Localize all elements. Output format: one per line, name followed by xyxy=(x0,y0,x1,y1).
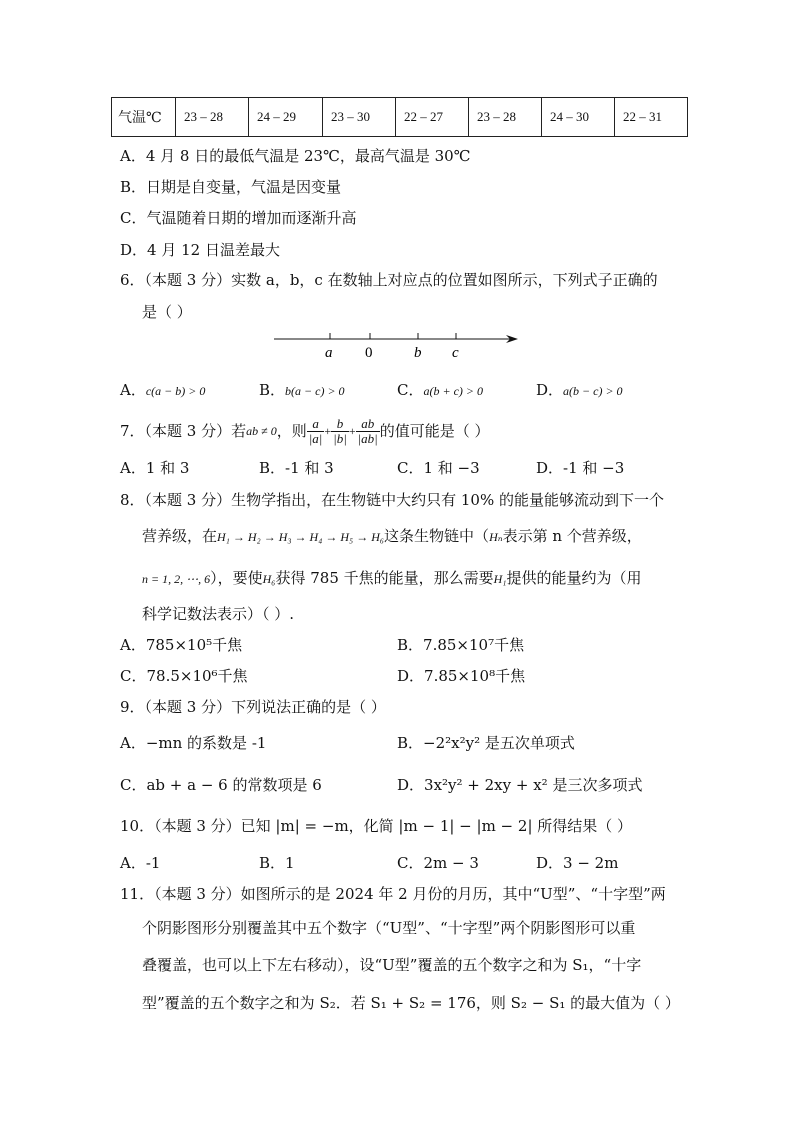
q11-stem-line1: 11．（本题 3 分）如图所示的是 2024 年 2 月份的月历，其中“U型”、“十字型”两 xyxy=(120,885,666,903)
q7-option-b: B．-1 和 3 xyxy=(259,459,334,477)
q8-stem-line3: n = 1, 2, ⋯, 6），要使H₆获得 785 千焦的能量，那么需要H₁提供的能量约为（用 xyxy=(142,569,642,587)
q7-stem: 7．（本题 3 分）若 ab ≠ 0 ，则 $\frac{a}{|a|}$ + $\frac{b}{|b|}$ + $\frac{ab}{|ab|}$ 的值可能是（ ） xyxy=(120,415,490,446)
label-b: b xyxy=(414,345,422,361)
q5-option-c: C．气温随着日期的增加而逐渐升高 xyxy=(120,209,357,227)
q10-option-d: D．3 − 2m xyxy=(536,854,619,872)
q10-option-a: A．-1 xyxy=(120,854,161,872)
q8-option-c: C．78.5×10⁶千焦 xyxy=(120,667,248,685)
table-header-cell: 气温℃ xyxy=(112,98,176,137)
q8-stem-line1: 8．（本题 3 分）生物学指出，在生物链中大约只有 10% 的能量能够流动到下一个 xyxy=(120,491,665,509)
fraction-b: $\frac{b}{|b|}$ xyxy=(333,415,347,446)
q7-option-c: C．1 和 −3 xyxy=(397,459,480,477)
q6-option-d: D．a(b − c) > 0 xyxy=(536,381,623,399)
label-c: c xyxy=(452,345,459,361)
q9-option-a: A．−mn 的系数是 -1 xyxy=(120,734,267,752)
fraction-a: $\frac{a}{|a|}$ xyxy=(308,415,323,446)
q8-stem-line4: 科学记数法表示）（ ）. xyxy=(142,605,295,623)
q5-option-d: D．4 月 12 日温差最大 xyxy=(120,241,280,259)
q8-stem-line2: 营养级，在H₁ → H₂ → H₃ → H₄ → H₅ → H₆这条生物链中（Hₙ表示第 n 个营养级， xyxy=(142,527,642,545)
q6-option-b: B．b(a − c) > 0 xyxy=(259,381,345,399)
q10-option-c: C．2m − 3 xyxy=(397,854,479,872)
q10-stem: 10．（本题 3 分）已知 |m| = −m，化简 |m − 1| − |m − 2| 所得结果（ ） xyxy=(120,817,633,835)
q5-option-a: A．4 月 8 日的最低气温是 23℃，最高气温是 30℃ xyxy=(120,147,471,165)
q9-option-c: C．ab + a − 6 的常数项是 6 xyxy=(120,776,322,794)
q6-stem-line1: 6．（本题 3 分）实数 a，b，c 在数轴上对应点的位置如图所示，下列式子正确的 xyxy=(120,271,658,289)
q9-option-b: B．−2²x²y² 是五次单项式 xyxy=(397,734,575,752)
q7-option-a: A．1 和 3 xyxy=(120,459,190,477)
q11-stem-line4: 型”覆盖的五个数字之和为 S₂．若 S₁ + S₂ = 176，则 S₂ − S₁ 的最大值为（ ） xyxy=(142,994,680,1012)
q8-option-a: A．785×10⁵千焦 xyxy=(120,636,243,654)
q6-option-a: A．c(a − b) > 0 xyxy=(120,381,206,399)
number-line xyxy=(270,326,525,362)
q6-stem-line2: 是（ ） xyxy=(142,303,192,321)
table-cell: 24 – 30 xyxy=(542,98,615,137)
q8-option-d: D．7.85×10⁸千焦 xyxy=(397,667,526,685)
table-cell: 23 – 30 xyxy=(323,98,396,137)
table-cell: 22 – 27 xyxy=(396,98,469,137)
table-cell: 22 – 31 xyxy=(615,98,688,137)
table-row xyxy=(112,98,688,137)
temperature-table xyxy=(111,97,688,137)
label-a: a xyxy=(325,345,333,361)
q11-stem-line2: 个阴影图形分别覆盖其中五个数字（“U型”、“十字型”两个阴影图形可以重 xyxy=(142,919,636,937)
q7-option-d: D．-1 和 −3 xyxy=(536,459,625,477)
label-zero: 0 xyxy=(365,345,373,361)
fraction-ab: $\frac{ab}{|ab|}$ xyxy=(357,415,378,446)
table-cell: 23 – 28 xyxy=(469,98,542,137)
q8-option-b: B．7.85×10⁷千焦 xyxy=(397,636,525,654)
q5-option-b: B．日期是自变量，气温是因变量 xyxy=(120,178,342,196)
table-cell: 23 – 28 xyxy=(176,98,249,137)
q11-stem-line3: 叠覆盖，也可以上下左右移动），设“U型”覆盖的五个数字之和为 S₁，“十字 xyxy=(142,956,642,974)
table-cell: 24 – 29 xyxy=(249,98,323,137)
q10-option-b: B．1 xyxy=(259,854,295,872)
q9-option-d: D．3x²y² + 2xy + x² 是三次多项式 xyxy=(397,776,643,794)
q6-option-c: C．a(b + c) > 0 xyxy=(397,381,483,399)
q9-stem: 9．（本题 3 分）下列说法正确的是（ ） xyxy=(120,698,386,716)
